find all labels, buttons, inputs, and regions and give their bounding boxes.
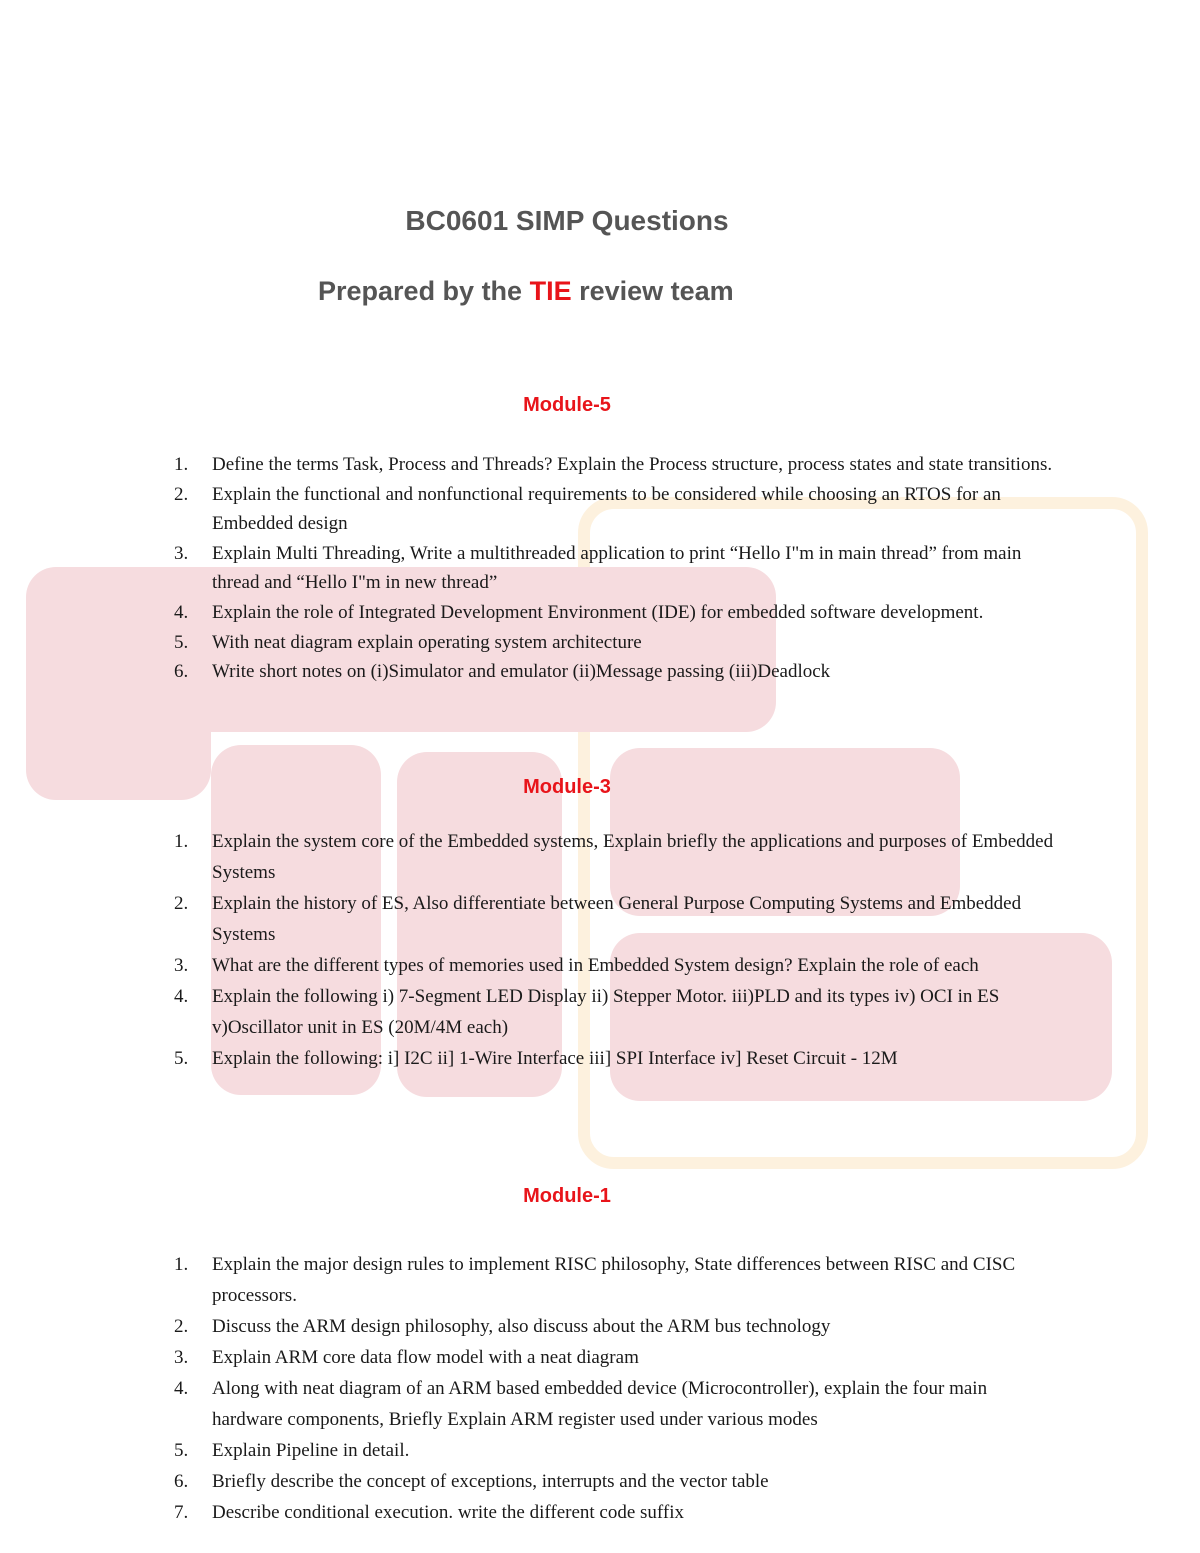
question-item <box>0 826 1060 888</box>
question-number: 5. <box>174 631 189 653</box>
question-number: 1. <box>174 1254 189 1275</box>
question-text: Explain the role of Integrated Development Environment (IDE) for embedded software development. <box>212 601 984 623</box>
question-item <box>0 1311 1060 1342</box>
question-item <box>0 539 1060 598</box>
question-number: 6. <box>174 1471 189 1492</box>
question-list <box>0 826 1060 1074</box>
question-text: Explain the major design rules to implement RISC philosophy, State differences between RISC and CISC processors. <box>212 1254 1016 1306</box>
document-title: BC0601 SIMP Questions <box>405 205 729 236</box>
question-number: 6. <box>174 661 189 683</box>
question-text: Describe conditional execution. write the different code suffix <box>212 1502 685 1523</box>
question-item <box>0 1373 1060 1435</box>
question-text: Write short notes on (i)Simulator and emulator (ii)Message passing (iii)Deadlock <box>212 661 831 683</box>
question-text: Define the terms Task, Process and Threads? Explain the Process structure, process states and state transitions. <box>212 454 1053 475</box>
question-number: 3. <box>174 955 189 976</box>
question-number: 2. <box>174 893 189 914</box>
question-item <box>0 657 1060 687</box>
question-text: With neat diagram explain operating system architecture <box>212 631 642 653</box>
question-text: What are the different types of memories used in Embedded System design? Explain the role of each <box>212 955 979 976</box>
question-text: Briefly describe the concept of exceptions, interrupts and the vector table <box>212 1471 769 1492</box>
question-text: Explain the functional and nonfunctional requirements to be considered while choosing an RTOS for an Embedded design <box>212 483 1001 535</box>
question-text: Explain the following: i] I2C ii] 1-Wire Interface iii] SPI Interface iv] Reset Circuit - 12M <box>212 1048 898 1069</box>
subtitle-accent: TIE <box>529 276 572 306</box>
question-text: Explain the history of ES, Also differentiate between General Purpose Computing Systems and Embedded Systems <box>212 893 1022 945</box>
module-heading: Module-5 <box>523 394 611 416</box>
question-list <box>0 1249 1060 1528</box>
question-number: 7. <box>174 1502 189 1523</box>
question-text: Explain Pipeline in detail. <box>212 1440 410 1461</box>
document-subtitle <box>318 276 734 307</box>
question-item <box>0 628 1060 658</box>
question-number: 1. <box>174 831 189 852</box>
question-item <box>0 450 1060 480</box>
question-number: 1. <box>174 454 189 475</box>
question-item <box>0 1466 1060 1497</box>
question-number: 5. <box>174 1440 189 1461</box>
question-item <box>0 1043 1060 1074</box>
question-number: 3. <box>174 542 189 564</box>
question-number: 2. <box>174 483 189 505</box>
question-item <box>0 950 1060 981</box>
subtitle-suffix: review team <box>571 276 734 306</box>
subtitle-prefix: Prepared by the <box>318 276 530 306</box>
question-text: Explain ARM core data flow model with a neat diagram <box>212 1347 639 1368</box>
question-number: 4. <box>174 986 189 1007</box>
question-number: 4. <box>174 1378 189 1399</box>
question-item <box>0 480 1060 539</box>
question-item <box>0 981 1060 1043</box>
question-item <box>0 1342 1060 1373</box>
question-number: 5. <box>174 1048 189 1069</box>
module-heading: Module-1 <box>523 1185 611 1207</box>
question-text: Along with neat diagram of an ARM based embedded device (Microcontroller), explain the four main hardware components, Briefly Explain ARM register used under various modes <box>212 1378 988 1430</box>
module-heading: Module-3 <box>523 776 611 798</box>
question-number: 3. <box>174 1347 189 1368</box>
question-item <box>0 1435 1060 1466</box>
question-number: 2. <box>174 1316 189 1337</box>
question-list <box>0 450 1060 687</box>
question-item <box>0 1249 1060 1311</box>
question-text: Explain the following i) 7-Segment LED Display ii) Stepper Motor. iii)PLD and its types iv) OCI in ES v)Oscillator unit in ES (20M/4M each) <box>212 986 1000 1038</box>
question-item <box>0 1497 1060 1528</box>
question-item <box>0 598 1060 628</box>
question-text: Discuss the ARM design philosophy, also discuss about the ARM bus technology <box>212 1316 831 1337</box>
question-text: Explain Multi Threading, Write a multithreaded application to print “Hello I"m in main thread” from main thread and “Hello I"m in new thread” <box>212 542 1022 594</box>
question-item <box>0 888 1060 950</box>
question-text: Explain the system core of the Embedded systems, Explain briefly the applications and purposes of Embedded Systems <box>212 831 1054 883</box>
question-number: 4. <box>174 601 189 623</box>
